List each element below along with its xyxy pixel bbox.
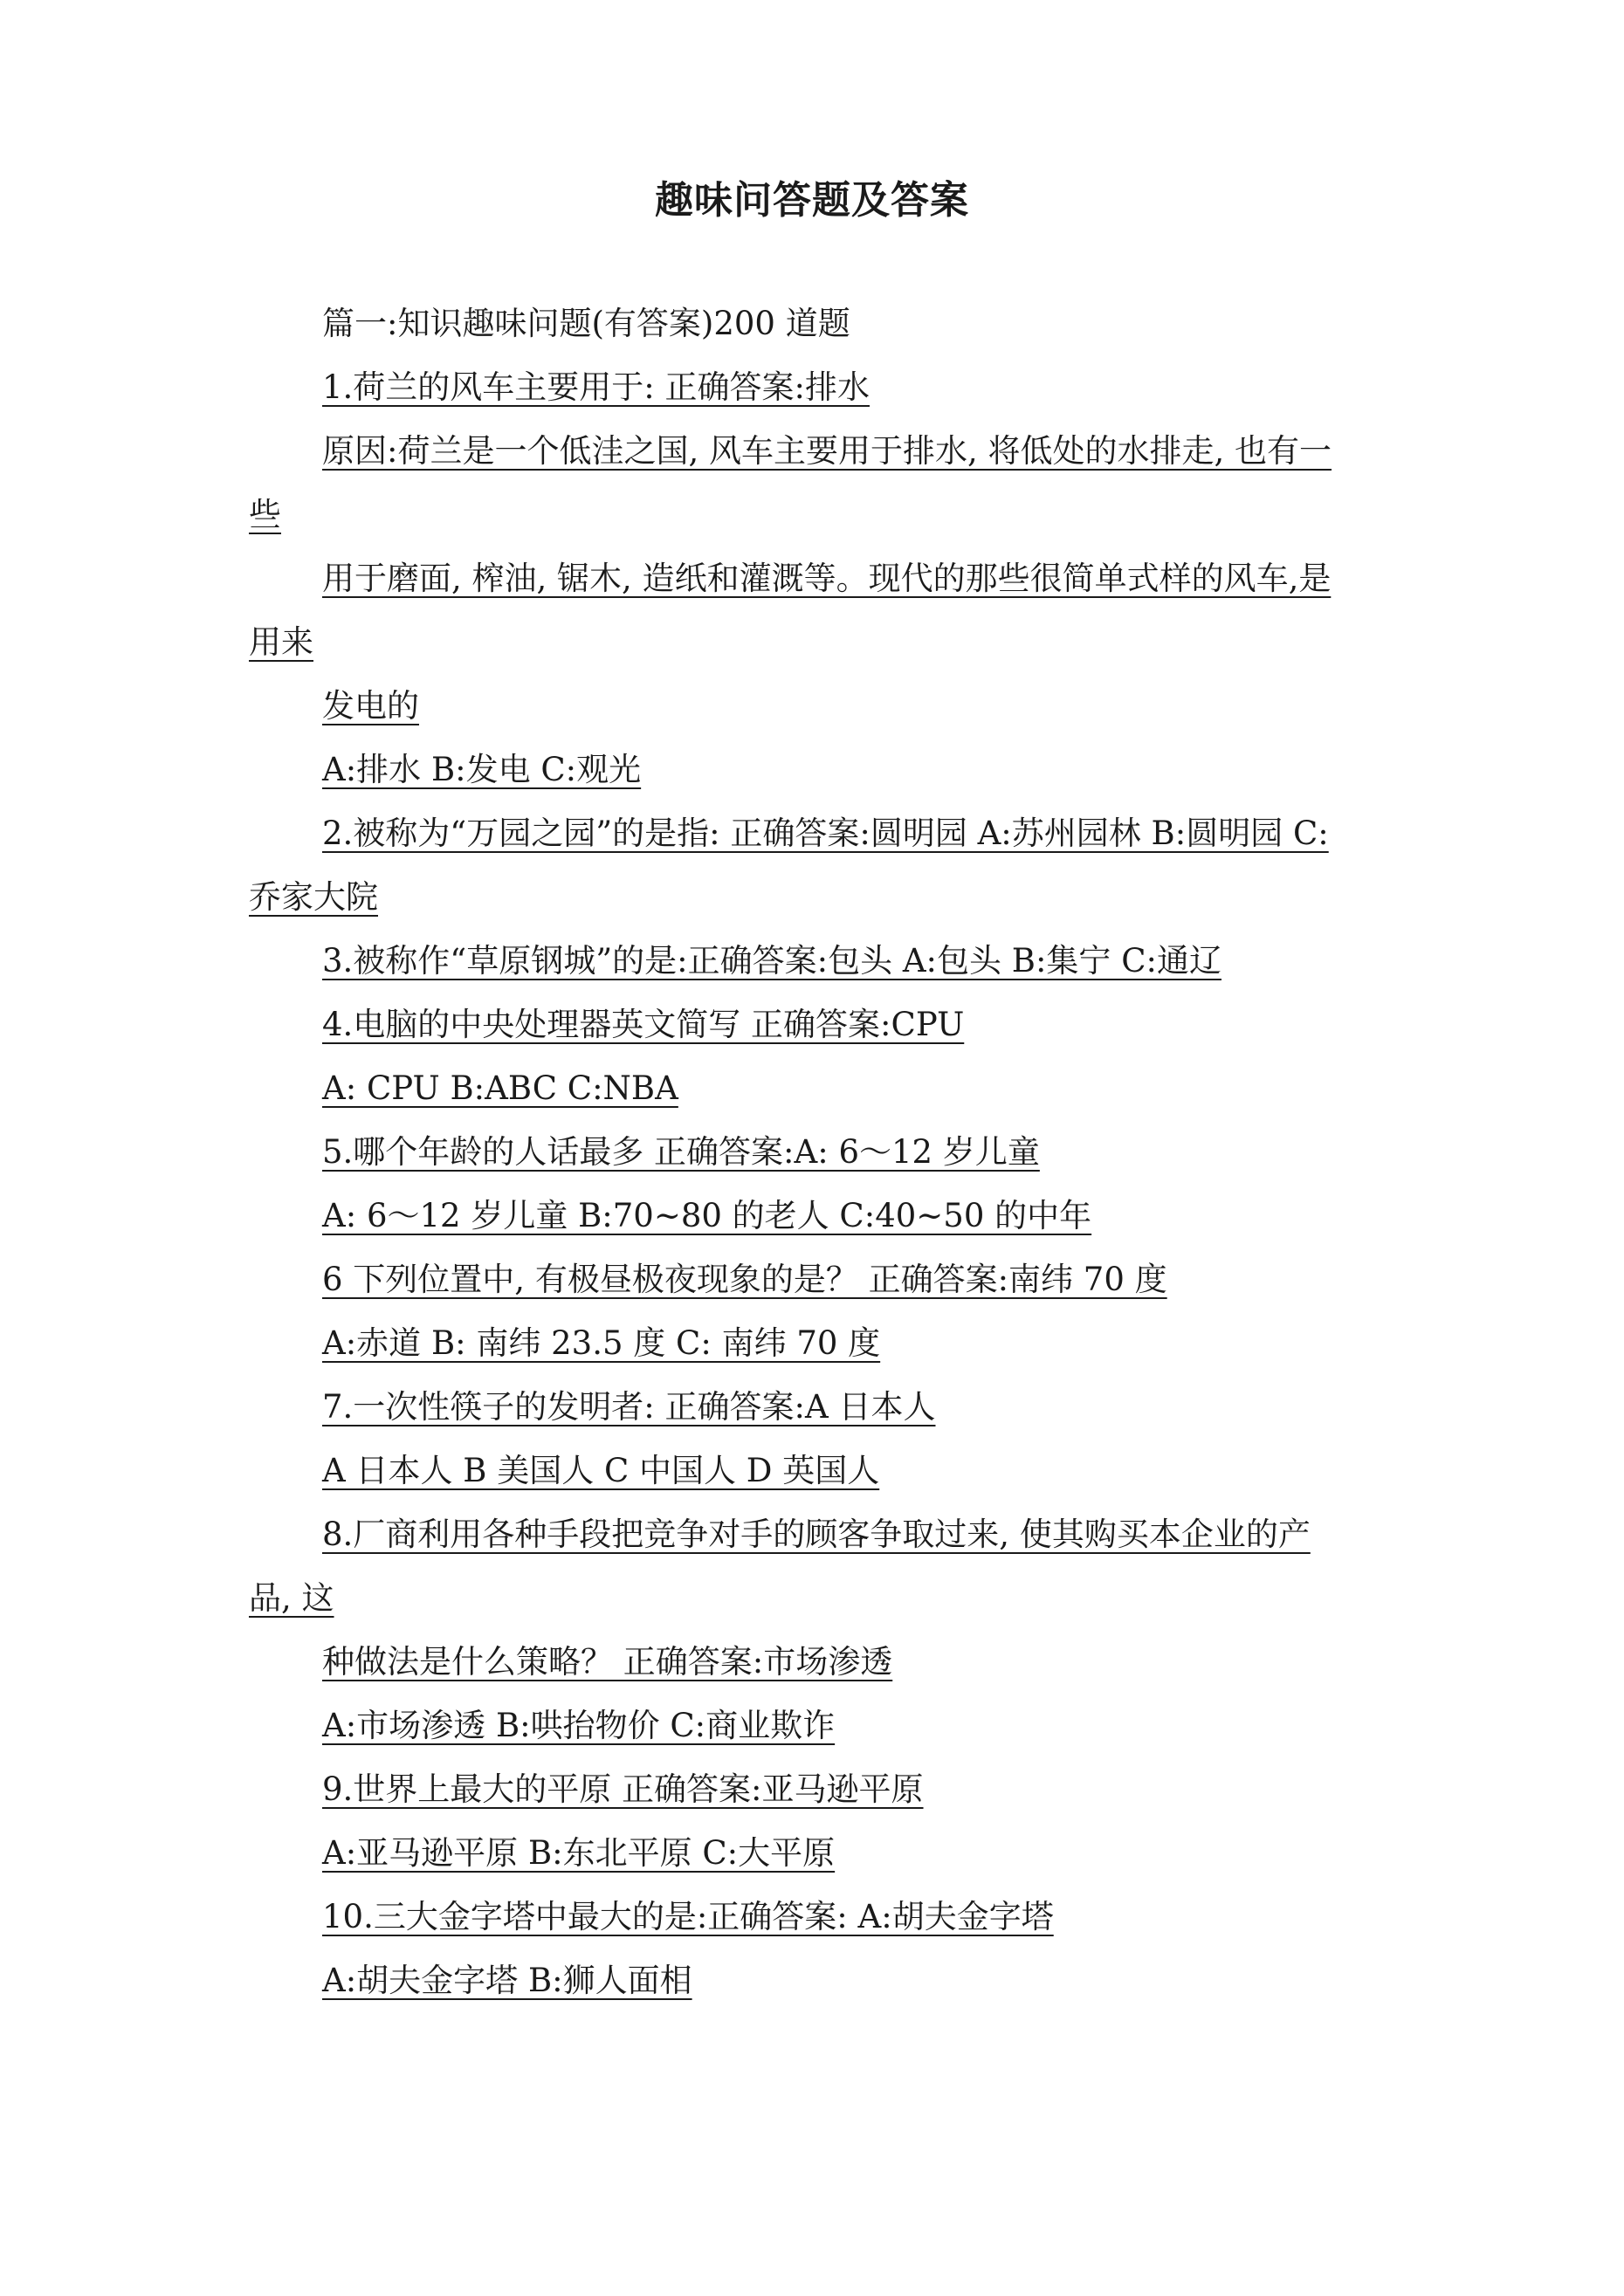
paragraph-text: 用于磨面, 榨油, 锯木, 造纸和灌溉等。现代的那些很简单式样的风车,是用来 xyxy=(249,560,1332,661)
question-line xyxy=(249,1120,1340,1184)
paragraph-text: 7.一次性筷子的发明者: 正确答案:A 日本人 xyxy=(322,1388,936,1426)
question-line xyxy=(249,1502,1340,1630)
paragraph-text: A:市场渗透 B:哄抬物价 C:商业欺诈 xyxy=(322,1707,836,1744)
question-line xyxy=(249,993,1340,1056)
paragraph-text: 5.哪个年龄的人话最多 正确答案:A: 6～12 岁儿童 xyxy=(322,1133,1040,1171)
paragraph-text: 4.电脑的中央处理器英文简写 正确答案:CPU xyxy=(322,1006,965,1043)
paragraph-text: A:赤道 B: 南纬 23.5 度 C: 南纬 70 度 xyxy=(322,1324,881,1362)
paragraph-text: 3.被称作“草原钢城”的是:正确答案:包头 A:包头 B:集宁 C:通辽 xyxy=(322,942,1221,980)
question-line xyxy=(249,1630,1340,1694)
question-line xyxy=(249,1375,1340,1439)
paragraph-text: A:排水 B:发电 C:观光 xyxy=(322,751,642,788)
paragraph-text: A 日本人 B 美国人 C 中国人 D 英国人 xyxy=(322,1452,880,1489)
explanation-line xyxy=(249,419,1340,547)
paragraph-text: 原因:荷兰是一个低洼之国, 风车主要用于排水, 将低处的水排走, 也有一些 xyxy=(249,432,1332,533)
options-line xyxy=(249,1056,1340,1120)
paragraph-text: 发电的 xyxy=(322,687,419,725)
paragraph-text: A: CPU B:ABC C:NBA xyxy=(322,1069,678,1107)
paragraph-text: A:亚马逊平原 B:东北平原 C:大平原 xyxy=(322,1834,836,1872)
options-line xyxy=(249,1311,1340,1375)
question-line xyxy=(249,929,1340,993)
document-title: 趣味问答题及答案 xyxy=(655,178,969,223)
paragraph-text: A: 6～12 岁儿童 B:70~80 的老人 C:40~50 的中年 xyxy=(322,1197,1092,1234)
options-line xyxy=(249,1949,1340,2012)
explanation-line xyxy=(249,547,1340,674)
paragraph-text: A:胡夫金字塔 B:狮人面相 xyxy=(322,1962,692,1999)
paragraph-text: 8.厂商利用各种手段把竞争对手的顾客争取过来, 使其购买本企业的产品, 这 xyxy=(249,1516,1311,1617)
options-line xyxy=(249,1184,1340,1248)
paragraph-text: 篇一:知识趣味问题(有答案)200 道题 xyxy=(322,305,850,342)
question-line xyxy=(249,355,1340,419)
paragraph-text: 种做法是什么策略？ 正确答案:市场渗透 xyxy=(322,1643,893,1681)
question-line xyxy=(249,1248,1340,1311)
options-line xyxy=(249,738,1340,801)
paragraph-text: 9.世界上最大的平原 正确答案:亚马逊平原 xyxy=(322,1770,924,1808)
question-line xyxy=(249,1885,1340,1949)
paragraph-text: 2.被称为“万园之园”的是指: 正确答案:圆明园 A:苏州园林 B:圆明园 C:乔家大院 xyxy=(249,815,1329,916)
document-body xyxy=(249,292,1340,2012)
explanation-line xyxy=(249,674,1340,738)
options-line xyxy=(249,1694,1340,1757)
paragraph-text: 10.三大金字塔中最大的是:正确答案: A:胡夫金字塔 xyxy=(322,1898,1054,1935)
paragraph-text: 1.荷兰的风车主要用于: 正确答案:排水 xyxy=(322,368,870,406)
question-line xyxy=(249,1757,1340,1821)
question-line xyxy=(249,801,1340,929)
options-line xyxy=(249,1439,1340,1502)
section-heading xyxy=(249,292,1340,355)
options-line xyxy=(249,1821,1340,1885)
paragraph-text: 6 下列位置中, 有极昼极夜现象的是？ 正确答案:南纬 70 度 xyxy=(322,1261,1167,1298)
